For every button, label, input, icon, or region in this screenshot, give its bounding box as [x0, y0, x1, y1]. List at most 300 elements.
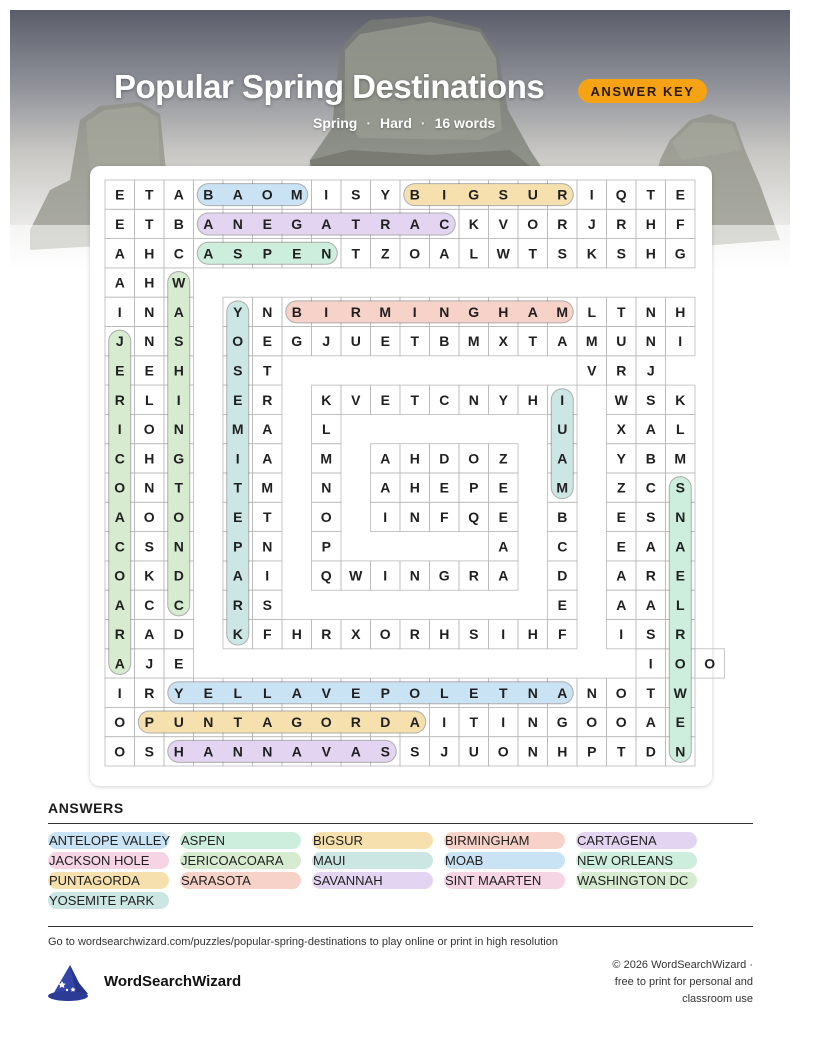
grid-letter[interactable]: I	[117, 303, 122, 320]
grid-letter[interactable]: G	[556, 714, 568, 731]
grid-letter[interactable]: F	[439, 508, 449, 525]
grid-letter[interactable]: T	[410, 333, 420, 350]
grid-letter[interactable]: T	[528, 245, 538, 262]
grid-letter[interactable]: E	[675, 567, 685, 584]
grid-letter[interactable]: D	[557, 567, 568, 584]
grid-letter[interactable]: U	[173, 714, 184, 731]
grid-letter[interactable]: A	[409, 215, 420, 232]
grid-letter[interactable]: E	[115, 215, 125, 232]
grid-letter[interactable]: N	[321, 479, 332, 496]
grid-letter[interactable]: W	[349, 567, 363, 584]
grid-letter[interactable]: E	[351, 684, 361, 701]
grid-letter[interactable]: L	[469, 245, 479, 262]
grid-letter[interactable]: G	[291, 333, 303, 350]
grid-letter[interactable]: T	[646, 186, 656, 203]
grid-letter[interactable]: R	[232, 596, 243, 613]
grid-letter[interactable]: Y	[380, 186, 390, 203]
grid-letter[interactable]: O	[704, 655, 716, 672]
grid-letter[interactable]: M	[320, 450, 333, 467]
grid-letter[interactable]: H	[291, 626, 302, 643]
grid-letter[interactable]: A	[232, 567, 243, 584]
grid-letter[interactable]: K	[468, 215, 479, 232]
grid-letter[interactable]: N	[675, 508, 686, 525]
grid-letter[interactable]: J	[440, 743, 449, 760]
grid-letter[interactable]: N	[321, 245, 332, 262]
grid-letter[interactable]: M	[556, 479, 569, 496]
grid-letter[interactable]: W	[673, 684, 687, 701]
grid-letter[interactable]: N	[645, 303, 656, 320]
grid-letter[interactable]: A	[203, 215, 214, 232]
grid-letter[interactable]: A	[173, 303, 184, 320]
grid-letter[interactable]: U	[350, 333, 361, 350]
grid-letter[interactable]: J	[115, 333, 124, 350]
grid-letter[interactable]: V	[321, 684, 331, 701]
grid-letter[interactable]: R	[321, 626, 332, 643]
grid-letter[interactable]: I	[619, 626, 624, 643]
grid-letter[interactable]: A	[616, 596, 627, 613]
grid-letter[interactable]: E	[115, 362, 125, 379]
grid-letter[interactable]: D	[645, 743, 656, 760]
grid-letter[interactable]: X	[351, 626, 361, 643]
grid-letter[interactable]: O	[379, 626, 391, 643]
grid-letter[interactable]: O	[261, 186, 273, 203]
grid-letter[interactable]: M	[290, 186, 303, 203]
grid-letter[interactable]: R	[675, 626, 686, 643]
grid-letter[interactable]: O	[114, 567, 126, 584]
grid-letter[interactable]: O	[143, 421, 155, 438]
grid-letter[interactable]: D	[380, 714, 391, 731]
grid-letter[interactable]: E	[115, 186, 125, 203]
grid-letter[interactable]: E	[469, 684, 479, 701]
grid-letter[interactable]: T	[410, 391, 420, 408]
grid-letter[interactable]: H	[527, 626, 538, 643]
grid-letter[interactable]: Z	[380, 245, 390, 262]
grid-letter[interactable]: E	[174, 655, 184, 672]
grid-letter[interactable]: N	[409, 567, 420, 584]
grid-letter[interactable]: P	[233, 538, 243, 555]
grid-letter[interactable]: A	[616, 567, 627, 584]
grid-letter[interactable]: J	[646, 362, 655, 379]
grid-letter[interactable]: E	[380, 333, 390, 350]
grid-letter[interactable]: S	[174, 333, 184, 350]
grid-letter[interactable]: A	[291, 743, 302, 760]
grid-letter[interactable]: H	[557, 743, 568, 760]
grid-letter[interactable]: A	[380, 479, 391, 496]
grid-letter[interactable]: X	[616, 421, 626, 438]
grid-letter[interactable]: E	[292, 245, 302, 262]
grid-letter[interactable]: C	[557, 538, 568, 555]
grid-letter[interactable]: Q	[615, 186, 627, 203]
grid-letter[interactable]: S	[469, 626, 479, 643]
grid-letter[interactable]: G	[438, 567, 450, 584]
grid-letter[interactable]: N	[203, 714, 214, 731]
grid-letter[interactable]: K	[586, 245, 597, 262]
grid-letter[interactable]: N	[262, 303, 273, 320]
grid-letter[interactable]: J	[145, 655, 154, 672]
grid-letter[interactable]: I	[501, 626, 506, 643]
grid-letter[interactable]: T	[233, 479, 243, 496]
grid-letter[interactable]: W	[496, 245, 510, 262]
grid-letter[interactable]: E	[498, 479, 508, 496]
grid-letter[interactable]: P	[380, 684, 390, 701]
grid-letter[interactable]: T	[498, 684, 508, 701]
grid-letter[interactable]: U	[527, 186, 538, 203]
grid-letter[interactable]: P	[469, 479, 479, 496]
grid-letter[interactable]: G	[291, 714, 303, 731]
grid-letter[interactable]: T	[646, 684, 656, 701]
grid-letter[interactable]: T	[174, 479, 184, 496]
grid-letter[interactable]: O	[320, 714, 332, 731]
grid-letter[interactable]: T	[262, 362, 272, 379]
footer-link[interactable]: Go to wordsearchwizard.com/puzzles/popular-spring-destinations to play online or print in high resolution	[48, 936, 558, 948]
grid-letter[interactable]: S	[262, 596, 272, 613]
grid-letter[interactable]: O	[615, 714, 627, 731]
grid-letter[interactable]: S	[557, 245, 567, 262]
grid-letter[interactable]: T	[616, 743, 626, 760]
grid-letter[interactable]: A	[557, 333, 568, 350]
grid-letter[interactable]: N	[527, 684, 538, 701]
grid-letter[interactable]: Z	[616, 479, 626, 496]
grid-letter[interactable]: C	[114, 450, 125, 467]
grid-letter[interactable]: A	[114, 508, 125, 525]
grid-letter[interactable]: R	[262, 391, 273, 408]
grid-letter[interactable]: B	[173, 215, 184, 232]
grid-letter[interactable]: A	[557, 684, 568, 701]
grid-letter[interactable]: A	[114, 596, 125, 613]
grid-letter[interactable]: B	[557, 508, 568, 525]
grid-letter[interactable]: A	[114, 245, 125, 262]
grid-letter[interactable]: M	[467, 333, 480, 350]
grid-letter[interactable]: V	[321, 743, 331, 760]
grid-letter[interactable]: N	[232, 215, 243, 232]
word-search-grid[interactable]	[90, 166, 716, 786]
grid-letter[interactable]: G	[674, 245, 686, 262]
grid-letter[interactable]: O	[143, 508, 155, 525]
grid-letter[interactable]: A	[114, 274, 125, 291]
grid-letter[interactable]: K	[144, 567, 155, 584]
grid-letter[interactable]: A	[262, 450, 273, 467]
grid-letter[interactable]: O	[409, 245, 421, 262]
grid-letter[interactable]: O	[674, 655, 686, 672]
grid-letter[interactable]: N	[645, 333, 656, 350]
grid-letter[interactable]: R	[557, 215, 568, 232]
grid-letter[interactable]: A	[409, 714, 420, 731]
grid-letter[interactable]: K	[675, 391, 686, 408]
grid-letter[interactable]: T	[616, 303, 626, 320]
grid-letter[interactable]: P	[321, 538, 331, 555]
grid-letter[interactable]: P	[262, 245, 272, 262]
grid-letter[interactable]: R	[645, 567, 656, 584]
grid-letter[interactable]: F	[262, 626, 272, 643]
grid-letter[interactable]: B	[439, 333, 450, 350]
grid-letter[interactable]: W	[614, 391, 628, 408]
grid-letter[interactable]: O	[114, 743, 126, 760]
grid-letter[interactable]: A	[291, 684, 302, 701]
grid-letter[interactable]: A	[144, 626, 155, 643]
grid-letter[interactable]: T	[144, 186, 154, 203]
grid-letter[interactable]: I	[442, 186, 447, 203]
grid-letter[interactable]: E	[380, 391, 390, 408]
grid-letter[interactable]: C	[114, 538, 125, 555]
grid-letter[interactable]: I	[324, 303, 329, 320]
grid-letter[interactable]: T	[262, 508, 272, 525]
grid-letter[interactable]: B	[203, 186, 214, 203]
grid-letter[interactable]: H	[675, 303, 686, 320]
grid-letter[interactable]: L	[675, 421, 685, 438]
grid-letter[interactable]: O	[497, 743, 509, 760]
grid-letter[interactable]: S	[233, 362, 243, 379]
grid-letter[interactable]: S	[380, 743, 390, 760]
grid-letter[interactable]: A	[557, 450, 568, 467]
grid-letter[interactable]: H	[144, 245, 155, 262]
grid-letter[interactable]: S	[233, 245, 243, 262]
grid-letter[interactable]: I	[235, 450, 240, 467]
grid-letter[interactable]: I	[117, 684, 122, 701]
grid-letter[interactable]: G	[468, 303, 480, 320]
grid-letter[interactable]: M	[585, 333, 598, 350]
grid-letter[interactable]: A	[439, 245, 450, 262]
grid-letter[interactable]: T	[351, 245, 361, 262]
grid-letter[interactable]: A	[498, 538, 509, 555]
grid-letter[interactable]: R	[409, 626, 420, 643]
grid-letter[interactable]: A	[527, 303, 538, 320]
grid-letter[interactable]: A	[645, 714, 656, 731]
grid-letter[interactable]: E	[557, 596, 567, 613]
grid-letter[interactable]: I	[117, 421, 122, 438]
grid-letter[interactable]: G	[468, 186, 480, 203]
grid-letter[interactable]: I	[501, 714, 506, 731]
grid-letter[interactable]: S	[646, 391, 656, 408]
grid-letter[interactable]: T	[351, 215, 361, 232]
grid-letter[interactable]: A	[350, 743, 361, 760]
grid-letter[interactable]: G	[173, 450, 185, 467]
grid-letter[interactable]: O	[409, 684, 421, 701]
grid-letter[interactable]: Y	[233, 303, 243, 320]
grid-letter[interactable]: V	[498, 215, 508, 232]
grid-letter[interactable]: R	[350, 714, 361, 731]
grid-letter[interactable]: D	[173, 626, 184, 643]
grid-letter[interactable]: M	[379, 303, 392, 320]
grid-letter[interactable]: C	[645, 479, 656, 496]
grid-letter[interactable]: H	[439, 626, 450, 643]
grid-letter[interactable]: C	[439, 391, 450, 408]
grid-letter[interactable]: R	[144, 684, 155, 701]
grid-letter[interactable]: O	[615, 684, 627, 701]
grid-letter[interactable]: U	[468, 743, 479, 760]
grid-letter[interactable]: A	[262, 714, 273, 731]
grid-letter[interactable]: S	[410, 743, 420, 760]
grid-letter[interactable]: R	[468, 567, 479, 584]
grid-letter[interactable]: L	[262, 684, 272, 701]
grid-letter[interactable]: H	[144, 274, 155, 291]
grid-letter[interactable]: L	[439, 684, 449, 701]
grid-letter[interactable]: E	[262, 333, 272, 350]
grid-letter[interactable]: A	[645, 596, 656, 613]
grid-letter[interactable]: P	[587, 743, 597, 760]
grid-letter[interactable]: N	[144, 479, 155, 496]
grid-letter[interactable]: O	[114, 479, 126, 496]
grid-letter[interactable]: B	[291, 303, 302, 320]
grid-letter[interactable]: S	[646, 508, 656, 525]
grid-letter[interactable]: T	[469, 714, 479, 731]
grid-letter[interactable]: M	[674, 450, 687, 467]
grid-letter[interactable]: E	[144, 362, 154, 379]
grid-letter[interactable]: N	[173, 538, 184, 555]
grid-letter[interactable]: F	[557, 626, 567, 643]
grid-letter[interactable]: X	[498, 333, 508, 350]
grid-letter[interactable]: H	[144, 450, 155, 467]
grid-letter[interactable]: D	[173, 567, 184, 584]
grid-letter[interactable]: J	[322, 333, 331, 350]
grid-letter[interactable]: Y	[498, 391, 508, 408]
grid-letter[interactable]: E	[616, 538, 626, 555]
grid-letter[interactable]: N	[527, 743, 538, 760]
grid-letter[interactable]: E	[498, 508, 508, 525]
grid-letter[interactable]: L	[587, 303, 597, 320]
grid-letter[interactable]: R	[380, 215, 391, 232]
grid-letter[interactable]: O	[586, 714, 598, 731]
grid-letter[interactable]: I	[678, 333, 683, 350]
grid-letter[interactable]: E	[675, 714, 685, 731]
grid-letter[interactable]: Q	[320, 567, 332, 584]
grid-letter[interactable]: A	[232, 186, 243, 203]
grid-letter[interactable]: D	[439, 450, 450, 467]
grid-letter[interactable]: T	[233, 714, 243, 731]
grid-letter[interactable]: J	[587, 215, 596, 232]
grid-letter[interactable]: C	[144, 596, 155, 613]
grid-letter[interactable]: E	[233, 391, 243, 408]
grid-letter[interactable]: L	[233, 684, 243, 701]
grid-letter[interactable]: A	[675, 538, 686, 555]
grid-letter[interactable]: K	[321, 391, 332, 408]
grid-letter[interactable]: N	[173, 421, 184, 438]
grid-letter[interactable]: T	[144, 215, 154, 232]
grid-letter[interactable]: B	[645, 450, 656, 467]
grid-letter[interactable]: M	[231, 421, 244, 438]
grid-letter[interactable]: N	[586, 684, 597, 701]
grid-letter[interactable]: I	[176, 391, 181, 408]
grid-letter[interactable]: S	[675, 479, 685, 496]
grid-letter[interactable]: N	[409, 508, 420, 525]
grid-letter[interactable]: R	[557, 186, 568, 203]
grid-letter[interactable]: H	[527, 391, 538, 408]
grid-letter[interactable]: N	[527, 714, 538, 731]
grid-letter[interactable]: C	[173, 596, 184, 613]
grid-letter[interactable]: Q	[468, 508, 480, 525]
grid-letter[interactable]: I	[560, 391, 565, 408]
grid-letter[interactable]: N	[675, 743, 686, 760]
grid-letter[interactable]: S	[498, 186, 508, 203]
grid-letter[interactable]: H	[498, 303, 509, 320]
grid-letter[interactable]: S	[144, 538, 154, 555]
grid-letter[interactable]: L	[144, 391, 154, 408]
grid-letter[interactable]: H	[645, 245, 656, 262]
grid-letter[interactable]: O	[320, 508, 332, 525]
grid-letter[interactable]: R	[114, 391, 125, 408]
grid-letter[interactable]: S	[646, 626, 656, 643]
grid-letter[interactable]: P	[144, 714, 154, 731]
grid-letter[interactable]: E	[262, 215, 272, 232]
grid-letter[interactable]: A	[203, 743, 214, 760]
grid-letter[interactable]: K	[232, 626, 243, 643]
grid-letter[interactable]: I	[589, 186, 594, 203]
grid-letter[interactable]: O	[114, 714, 126, 731]
grid-letter[interactable]: Y	[174, 684, 184, 701]
grid-letter[interactable]: A	[645, 538, 656, 555]
grid-letter[interactable]: A	[380, 450, 391, 467]
grid-letter[interactable]: Z	[498, 450, 508, 467]
grid-letter[interactable]: H	[645, 215, 656, 232]
grid-letter[interactable]: A	[498, 567, 509, 584]
grid-letter[interactable]: O	[527, 215, 539, 232]
grid-letter[interactable]: C	[173, 245, 184, 262]
grid-letter[interactable]: N	[144, 303, 155, 320]
grid-letter[interactable]: A	[203, 245, 214, 262]
grid-letter[interactable]: B	[409, 186, 420, 203]
grid-letter[interactable]: I	[383, 567, 388, 584]
grid-letter[interactable]: E	[616, 508, 626, 525]
grid-letter[interactable]: L	[321, 421, 331, 438]
grid-letter[interactable]: A	[114, 655, 125, 672]
grid-letter[interactable]: O	[232, 333, 244, 350]
grid-letter[interactable]: G	[291, 215, 303, 232]
grid-letter[interactable]: S	[144, 743, 154, 760]
grid-letter[interactable]: M	[556, 303, 569, 320]
grid-letter[interactable]: A	[173, 186, 184, 203]
grid-letter[interactable]: I	[324, 186, 329, 203]
grid-letter[interactable]: U	[557, 421, 568, 438]
grid-letter[interactable]: S	[616, 245, 626, 262]
grid-letter[interactable]: N	[262, 538, 273, 555]
grid-letter[interactable]: H	[409, 450, 420, 467]
grid-letter[interactable]: C	[439, 215, 450, 232]
grid-letter[interactable]: L	[675, 596, 685, 613]
grid-letter[interactable]: S	[351, 186, 361, 203]
grid-letter[interactable]: N	[439, 303, 450, 320]
grid-letter[interactable]: U	[616, 333, 627, 350]
grid-letter[interactable]: V	[351, 391, 361, 408]
grid-letter[interactable]: I	[383, 508, 388, 525]
grid-letter[interactable]: A	[645, 421, 656, 438]
grid-letter[interactable]: E	[439, 479, 449, 496]
grid-letter[interactable]: R	[114, 626, 125, 643]
grid-letter[interactable]: A	[262, 421, 273, 438]
grid-letter[interactable]: W	[172, 274, 186, 291]
grid-letter[interactable]: I	[412, 303, 417, 320]
grid-letter[interactable]: H	[173, 362, 184, 379]
grid-letter[interactable]: N	[262, 743, 273, 760]
grid-letter[interactable]: M	[261, 479, 274, 496]
grid-letter[interactable]: V	[587, 362, 597, 379]
grid-letter[interactable]: N	[144, 333, 155, 350]
grid-letter[interactable]: I	[265, 567, 270, 584]
grid-letter[interactable]: R	[350, 303, 361, 320]
grid-letter[interactable]: E	[233, 508, 243, 525]
grid-letter[interactable]: E	[203, 684, 213, 701]
grid-letter[interactable]: A	[321, 215, 332, 232]
grid-letter[interactable]: T	[528, 333, 538, 350]
grid-letter[interactable]: O	[468, 450, 480, 467]
grid-letter[interactable]: O	[173, 508, 185, 525]
grid-letter[interactable]: R	[616, 215, 627, 232]
grid-letter[interactable]: I	[648, 655, 653, 672]
grid-letter[interactable]: Y	[616, 450, 626, 467]
grid-letter[interactable]: F	[675, 215, 685, 232]
grid-letter[interactable]: E	[675, 186, 685, 203]
grid-letter[interactable]: N	[468, 391, 479, 408]
grid-letter[interactable]: H	[409, 479, 420, 496]
grid-letter[interactable]: I	[442, 714, 447, 731]
